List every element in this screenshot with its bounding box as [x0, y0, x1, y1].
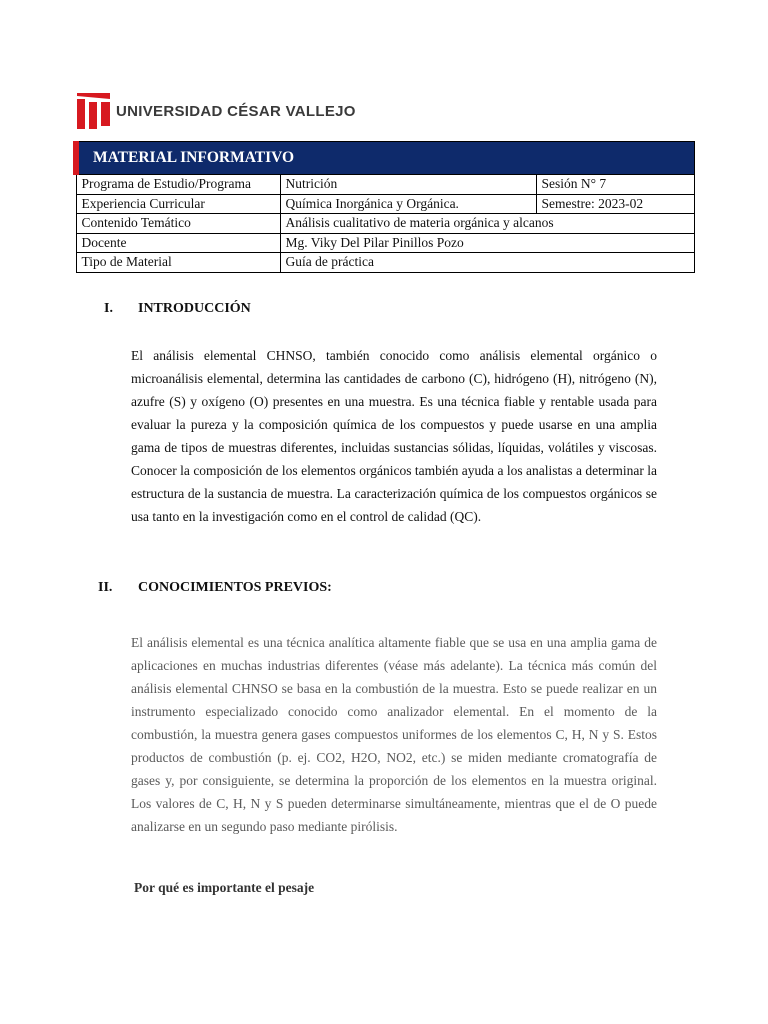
section-title: INTRODUCCIÓN: [138, 301, 251, 316]
section-number: II.: [98, 580, 113, 595]
row-value: Guía de práctica: [280, 253, 695, 273]
university-logo: [77, 93, 356, 129]
row-label: Contenido Temático: [76, 214, 280, 234]
row-label: Experiencia Curricular: [76, 194, 280, 214]
row-extra: Semestre: 2023-02: [536, 194, 695, 214]
prior-knowledge-paragraph: El análisis elemental es una técnica analítica altamente fiable que se usa en una amplia gama de aplicaciones en muchas industrias diferentes (véase más adelante). La técnica más común del análisis elemental CHNSO se basa en la combustión de la muestra. Esto se puede realizar en un instrumento especializado conocido como analizador elemental. En el momento de la combustión, la muestra genera gases compuestos uniformes de los elementos C, H, N y S. Estos productos de combustión (p. ej. CO2, H2O, NO2, etc.) se miden mediante cromatografía de gases y, por consiguiente, se determina la proporción de los elementos en la muestra original. Los valores de C, H, N y S pueden determinarse simultáneamente, mientras que el de O puede analizarse en un segundo paso mediante pirólisis.: [131, 635, 657, 834]
table-row: [76, 253, 695, 273]
table-row: [76, 233, 695, 253]
row-label: Programa de Estudio/Programa: [76, 175, 280, 195]
university-emblem-icon: [77, 93, 110, 129]
course-info-table: [73, 141, 695, 273]
section-title: CONOCIMIENTOS PREVIOS:: [138, 580, 332, 595]
row-extra: Sesión N° 7: [536, 175, 695, 195]
subheading-pesaje: Por qué es importante el pesaje: [134, 880, 315, 895]
university-name: UNIVERSIDAD CÉSAR VALLEJO: [116, 102, 356, 120]
introduction-paragraph: El análisis elemental CHNSO, también conocido como análisis elemental orgánico o microanálisis elemental, determina las cantidades de carbono (C), hidrógeno (H), nitrógeno (N), azufre (S) y oxígeno (O) presentes en una muestra. Es una técnica fiable y rentable usada para evaluar la pureza y la composición química de los compuestos y puede usarse en una amplia gama de tipos de muestras diferentes, incluidas sustancias sólidas, líquidas, volátiles y viscosas. Conocer la composición de los elementos orgánicos también ayuda a los analistas a determinar la estructura de la sustancia de muestra. La caracterización química de los compuestos orgánicos se usa tanto en la investigación como en el control de calidad (QC).: [131, 348, 657, 524]
row-value: Mg. Viky Del Pilar Pinillos Pozo: [280, 233, 695, 253]
row-value: Análisis cualitativo de materia orgánica y alcanos: [280, 214, 695, 234]
table-row: [76, 214, 695, 234]
table-row: [76, 194, 695, 214]
table-row: [76, 175, 695, 195]
section-number: I.: [104, 301, 113, 316]
section-heading-conocimientos: [98, 580, 332, 596]
section-heading-introduccion: [104, 301, 251, 317]
row-label: Tipo de Material: [76, 253, 280, 273]
table-title: MATERIAL INFORMATIVO: [76, 142, 695, 175]
row-value: Nutrición: [280, 175, 536, 195]
row-label: Docente: [76, 233, 280, 253]
row-value: Química Inorgánica y Orgánica.: [280, 194, 536, 214]
